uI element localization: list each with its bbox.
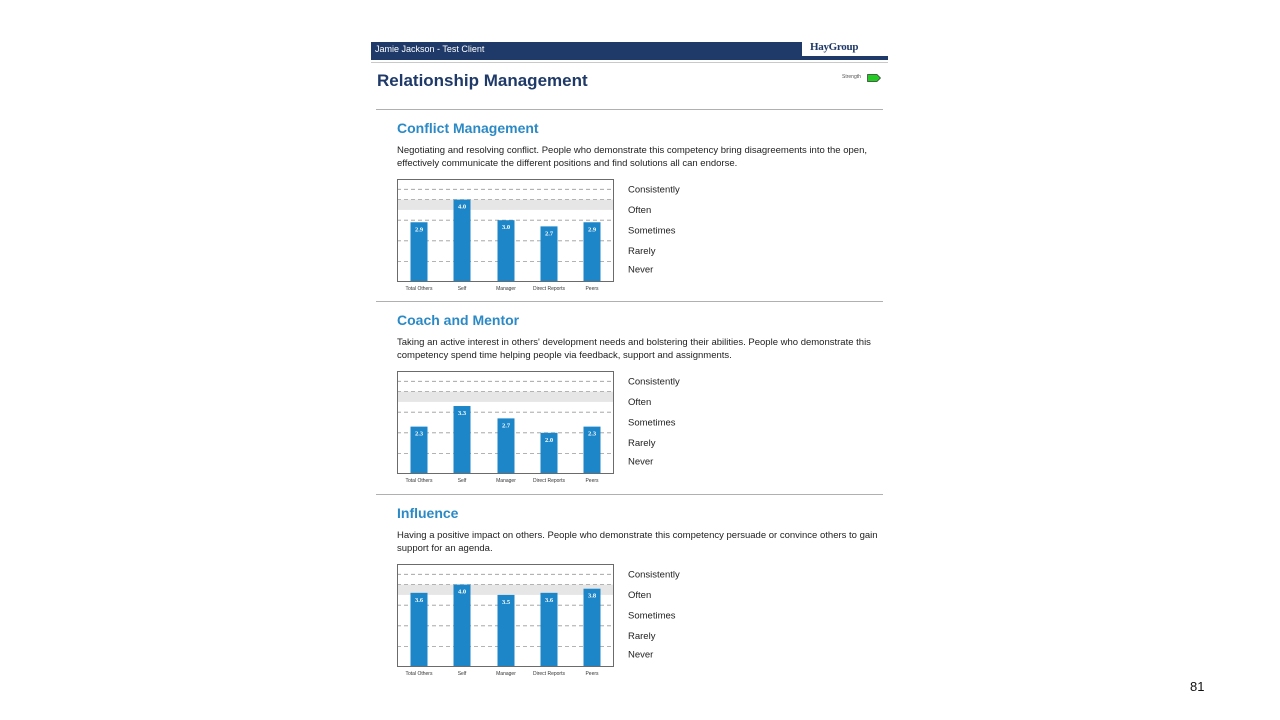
level-label: Never <box>628 649 654 661</box>
section-influence <box>397 505 883 685</box>
section-coach-and-mentor <box>397 312 883 492</box>
bar <box>411 593 428 667</box>
category-label: Total Others <box>405 671 433 677</box>
level-label: Consistently <box>628 569 680 581</box>
category-label: Direct Reports <box>533 286 565 292</box>
header-underline <box>371 58 888 60</box>
level-label: Often <box>628 396 652 408</box>
section-divider <box>376 109 883 110</box>
section-title: Conflict Management <box>397 120 539 136</box>
category-label: Manager <box>496 478 516 484</box>
level-label: Rarely <box>628 631 656 643</box>
bar-chart-svg <box>397 366 697 486</box>
bar-value-label: 3.0 <box>501 224 511 232</box>
strength-legend-label: Strength <box>842 74 861 80</box>
category-label: Total Others <box>405 478 433 484</box>
section-divider <box>376 494 883 495</box>
bar-value-label: 2.3 <box>587 430 597 438</box>
category-label: Peers <box>585 671 599 677</box>
level-label: Often <box>628 589 652 601</box>
bar-value-label: 4.0 <box>457 203 467 211</box>
level-label: Sometimes <box>628 610 676 622</box>
category-label: Manager <box>496 286 516 292</box>
category-label: Direct Reports <box>533 478 565 484</box>
bar <box>584 589 601 667</box>
strength-band <box>397 585 614 595</box>
bar-value-label: 3.6 <box>544 596 554 604</box>
header-rule <box>371 62 888 63</box>
bar-value-label: 3.5 <box>501 598 511 606</box>
haygroup-logo: HayGroup <box>810 41 859 53</box>
strength-band <box>397 200 614 210</box>
strength-band <box>397 392 614 402</box>
level-label: Rarely <box>628 246 656 258</box>
level-label: Consistently <box>628 184 680 196</box>
client-name: Jamie Jackson - Test Client <box>375 44 485 54</box>
section-description: Negotiating and resolving conflict. People who demonstrate this competency bring disagreements into the open, effectively communicate the different positions and find solutions all can endorse. <box>397 145 867 169</box>
category-label: Self <box>457 478 467 484</box>
category-label: Self <box>457 671 467 677</box>
category-label: Peers <box>585 478 599 484</box>
section-title: Influence <box>397 505 459 521</box>
logo-area <box>802 40 888 56</box>
category-label: Peers <box>585 286 599 292</box>
bar <box>541 593 558 667</box>
bar-value-label: 4.0 <box>457 588 467 596</box>
bar-value-label: 3.8 <box>587 592 597 600</box>
bar-value-label: 3.3 <box>457 410 467 418</box>
level-label: Sometimes <box>628 225 676 237</box>
bar-value-label: 2.0 <box>544 436 554 444</box>
level-label: Often <box>628 204 652 216</box>
bar-value-label: 2.7 <box>501 422 511 430</box>
category-label: Total Others <box>405 286 433 292</box>
category-label: Manager <box>496 671 516 677</box>
page-title: Relationship Management <box>377 71 588 90</box>
rating-chart <box>397 559 697 679</box>
bar <box>454 585 471 667</box>
bar-chart-svg <box>397 559 697 679</box>
level-label: Never <box>628 264 654 276</box>
bar <box>454 200 471 282</box>
section-conflict-management <box>397 120 883 300</box>
bar-value-label: 2.3 <box>414 430 424 438</box>
category-label: Self <box>457 286 467 292</box>
level-label: Consistently <box>628 376 680 388</box>
section-divider <box>376 301 883 302</box>
bar-chart-svg <box>397 174 697 294</box>
level-label: Never <box>628 456 654 468</box>
section-title: Coach and Mentor <box>397 312 520 328</box>
level-label: Sometimes <box>628 417 676 429</box>
rating-chart <box>397 366 697 486</box>
page-number: 81 <box>1190 679 1205 694</box>
bar-value-label: 2.9 <box>587 226 597 234</box>
section-description: Taking an active interest in others' development needs and bolstering their abilities. People who demonstrate this competency spend time helping people via feedback, support and assignments. <box>397 337 871 361</box>
bar-value-label: 2.7 <box>544 230 554 238</box>
category-label: Direct Reports <box>533 671 565 677</box>
rating-chart <box>397 174 697 294</box>
bar-value-label: 3.6 <box>414 596 424 604</box>
bar-value-label: 2.9 <box>414 226 424 234</box>
level-label: Rarely <box>628 438 656 450</box>
section-description: Having a positive impact on others. People who demonstrate this competency persuade or convince others to gain support for an agenda. <box>397 530 878 554</box>
